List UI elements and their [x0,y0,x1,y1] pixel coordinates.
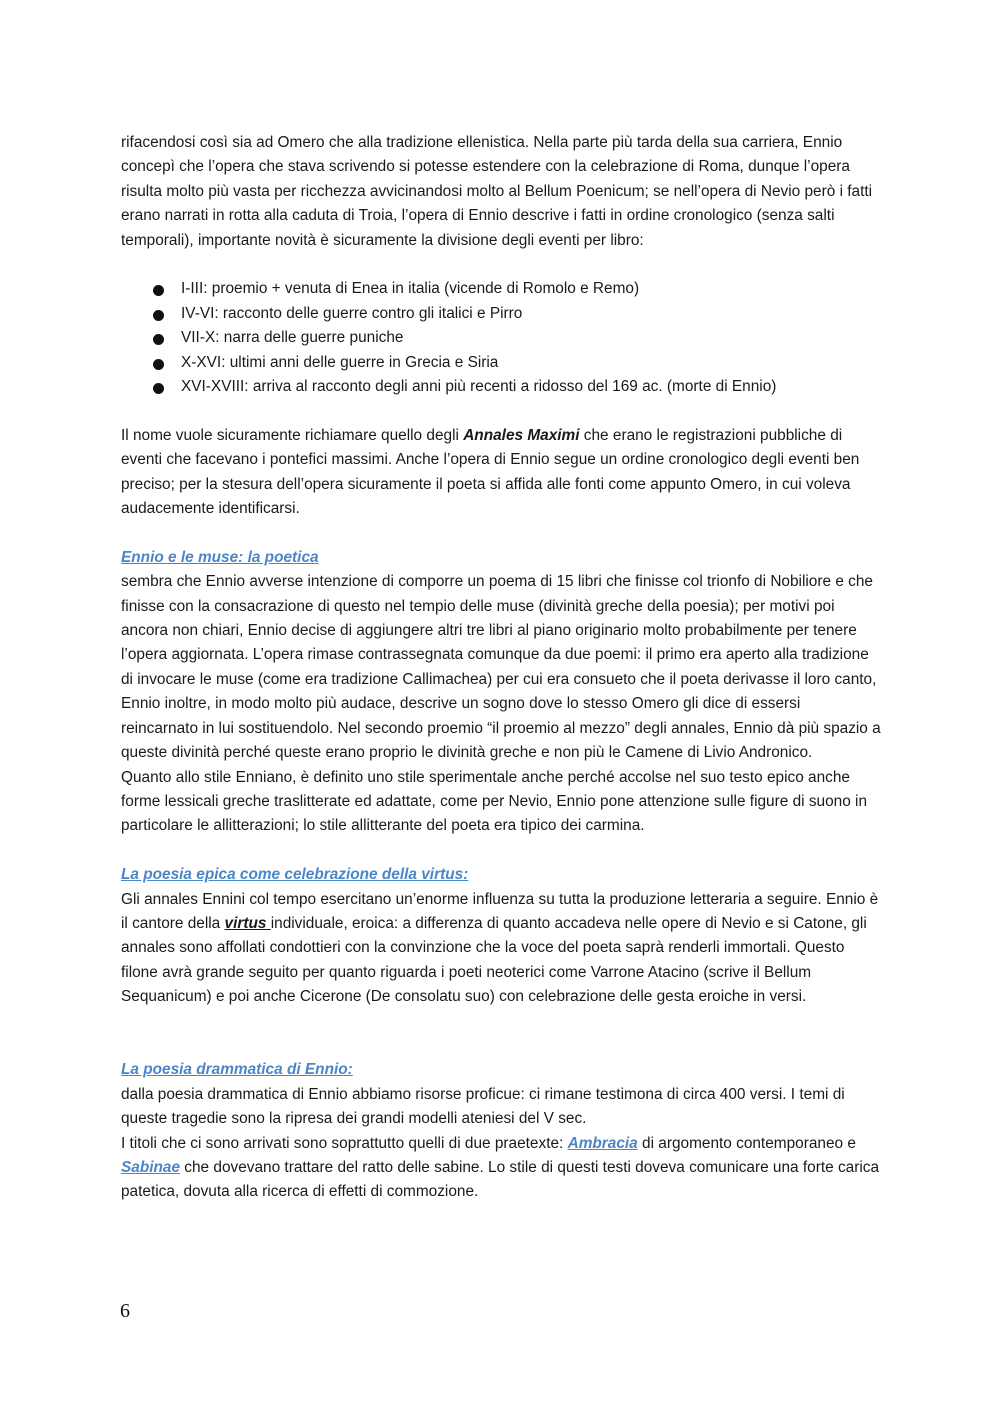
list-item-text: X-XVI: ultimi anni delle guerre in Grecia e Siria [181,353,499,371]
drammatica-paragraph-1: dalla poesia drammatica di Ennio abbiamo risorse proficue: ci rimane testimona di circa 400 versi. I temi di queste tragedie sono la ripresa dei grandi modelli ateniesi del V sec. [121,1085,845,1128]
bullet-icon [153,383,164,394]
list-item-text: XVI-XVIII: arriva al racconto degli anni più recenti a ridosso del 169 ac. (morte di Ennio) [181,378,777,396]
emphasized-term: virtus [224,914,271,932]
intro-paragraph: rifacendosi così sia ad Omero che alla tradizione ellenistica. Nella parte più tarda della sua carriera, Ennio concepì che l’opera che stava scrivendo si potesse estendere con la celebrazione di Roma, dunque l’opera risulta molto più vasta per ricchezza avvicinandosi molto al Bellum Poenicum; se nell’opera di Nevio però i fatti erano narrati in rotta alla caduta di Troia, l’opera di Ennio descrive i fatti in ordine cronologico (senza salti temporali), importante novità è sicuramente la divisione degli eventi per libro: [121,134,873,249]
spacer [121,521,881,545]
bullet-icon [153,334,164,345]
spacer [121,253,881,277]
spacer [121,1010,881,1059]
epica-paragraph [121,888,881,1010]
list-item [121,351,881,375]
title-sabinae: Sabinae [121,1158,181,1176]
emphasized-term: Annales Maximi [463,426,580,444]
bullet-icon [153,285,164,296]
annales-paragraph [121,424,881,522]
list-item [121,277,881,301]
list-item-text: VII-X: narra delle guerre puniche [181,329,404,347]
list-item [121,375,881,399]
list-item [121,326,881,350]
text-run: individuale, eroica: a differenza di quanto accadeva nelle opere di Nevio e si Catone, gli annales sono affollati condottieri con la convinzione che la voce del poeta saprà renderli immortali. Questo filone avrà grande seguito per quanto riguarda i poeti neoterici come Varrone Atacino (scrive il Bellum Sequanicum) e poi anche Cicerone (De consolatu suo) con celebrazione delle gesta eroiche in versi. [121,914,867,1006]
list-item-text: IV-VI: racconto delle guerre contro gli italici e Pirro [181,304,523,322]
document-page [121,131,881,1205]
list-item [121,302,881,326]
text-run: di argomento contemporaneo e [637,1134,856,1152]
muse-paragraph-2: Quanto allo stile Enniano, è definito uno stile sperimentale anche perché accolse nel suo testo epico anche forme lessicali greche traslitterate ed adattate, come per Nevio, Ennio pone attenzione sulle figure di suono in particolare le allitterazioni; lo stile allitterante del poeta era tipico dei carmina. [121,768,868,835]
text-run: Il nome vuole sicuramente richiamare quello degli [121,426,464,444]
title-ambracia: Ambracia [567,1134,638,1152]
books-list [121,277,881,399]
muse-paragraph-1: sembra che Ennio avverse intenzione di comporre un poema di 15 libri che finisse col trionfo di Nobiliore e che finisse con la consacrazione di questo nel tempio delle muse (divinità greche della poesia); per motivi poi ancora non chiari, Ennio decise di aggiungere altri tre libri al piano originario molto probabilmente per tenere l’opera aggiornata. L’opera rimase contrassegnata comunque da due poemi: il primo era aperto alla tradizione di invocare le muse (come era tradizione Callimachea) per cui era consueto che il poeta derivasse il loro canto, Ennio inoltre, in modo molto più audace, descrive un sogno dove lo stesso Omero gli dice di essersi reincarnato in lui sostituendolo. Nel secondo proemio “il proemio al mezzo” degli annales, Ennio dà più spazio a queste divinità perché queste erano proprio le divinità greche e non più le Camene di Livio Andronico. [121,573,881,762]
text-run: che dovevano trattare del ratto delle sabine. Lo stile di questi testi doveva comunicare una forte carica patetica, dovuta alla ricerca di effetti di commozione. [121,1158,879,1201]
section-heading-drammatica: La poesia drammatica di Ennio: [121,1061,353,1079]
section-heading-epica: La poesia epica come celebrazione della virtus: [121,866,469,884]
text-run: Gli annales Ennini col tempo esercitano un’enorme influenza su tutta la produzione letteraria a seguire. Ennio è il cantore della [121,890,879,932]
section-heading-muse: Ennio e le muse: la poetica [121,548,319,566]
page-number: 6 [120,1300,130,1322]
spacer [121,399,881,423]
bullet-icon [153,310,164,321]
bullet-icon [153,359,164,370]
text-run: che erano le registrazioni pubbliche di eventi che facevano i pontefici massimi. Anche l’opera di Ennio segue un ordine cronologico degli eventi ben preciso; per la stesura dell’opera sicuramente il poeta si affida alle fonti come appunto Omero, in cui voleva audacemente identificarsi. [121,426,860,518]
list-item-text: I-III: proemio + venuta di Enea in italia (vicende di Romolo e Remo) [181,280,640,298]
spacer [121,839,881,863]
text-run: I titoli che ci sono arrivati sono soprattutto quelli di due praetexte: [121,1134,568,1152]
drammatica-paragraph-2 [121,1132,881,1205]
